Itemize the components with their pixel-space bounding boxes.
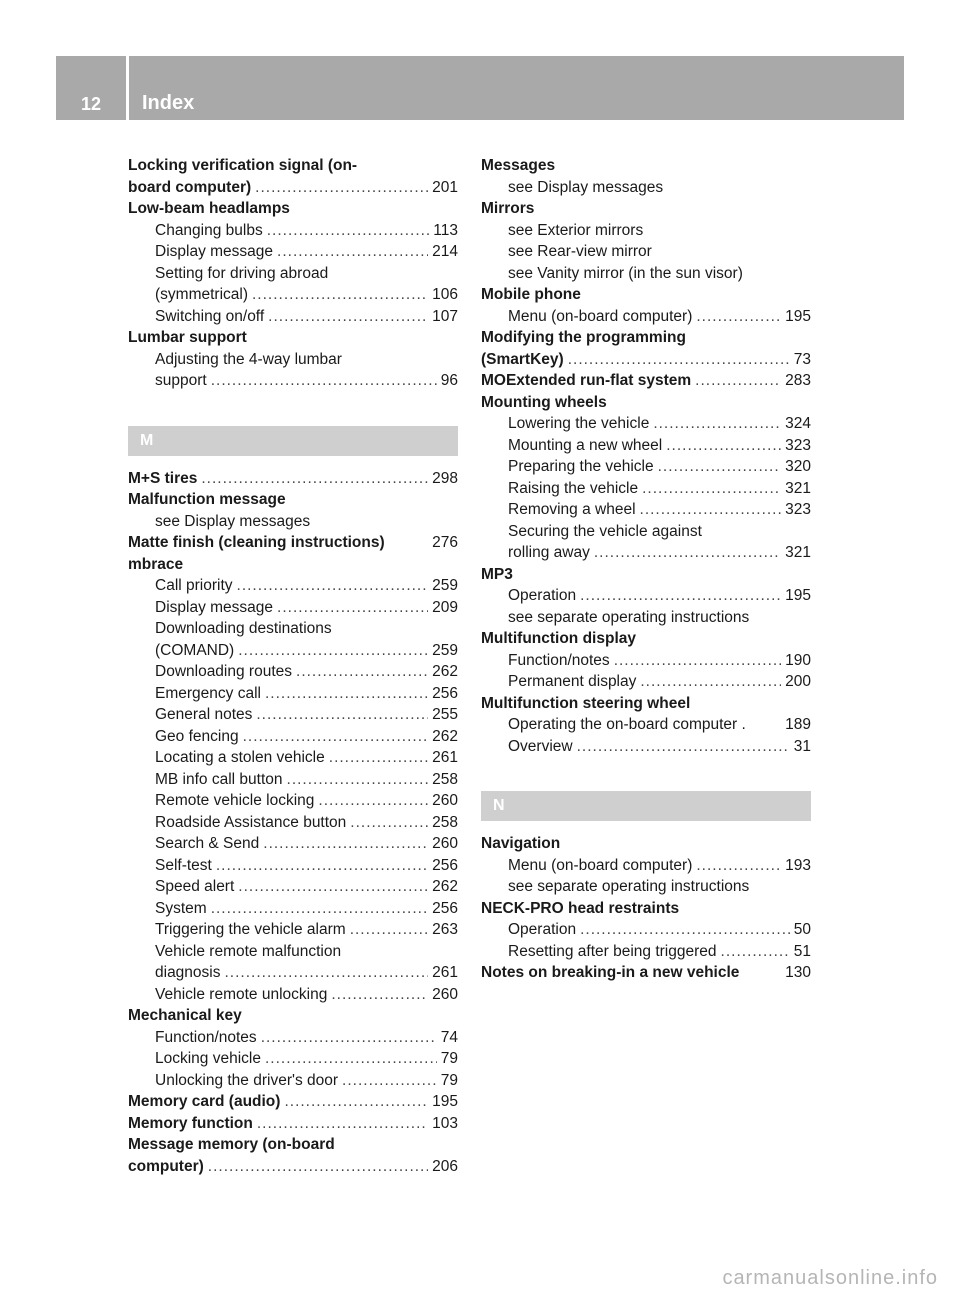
index-subentry — [481, 585, 811, 607]
index-subentry — [128, 769, 458, 791]
index-subentry — [481, 714, 811, 736]
dot-leader — [265, 1048, 437, 1070]
dot-leader — [211, 370, 437, 392]
index-subentry — [128, 640, 458, 662]
entry-label: Locating a stolen vehicle — [155, 749, 325, 766]
entry-page-number: 206 — [432, 1157, 458, 1175]
index-subentry — [128, 855, 458, 877]
entry-label: see Rear-view mirror — [508, 243, 652, 260]
entry-label: Downloading routes — [155, 663, 293, 680]
index-subentry — [481, 478, 811, 500]
dot-leader — [255, 177, 428, 199]
entry-page-number: 260 — [432, 792, 458, 809]
dot-leader — [658, 456, 782, 478]
entry-page-number: 96 — [440, 372, 458, 389]
dot-leader — [666, 435, 781, 457]
entry-label: Call priority — [155, 577, 233, 594]
index-column-left — [128, 155, 458, 1177]
entry-label: Self-test — [155, 856, 212, 874]
index-subentry — [128, 220, 458, 242]
index-subentry — [481, 855, 811, 877]
entry-label: Notes on breaking-in a new vehicle — [481, 964, 740, 981]
index-subentry — [481, 650, 811, 672]
entry-label: Securing the vehicle against — [508, 522, 702, 540]
index-subentry — [128, 618, 458, 640]
index-entry — [481, 155, 811, 177]
index-subentry — [128, 984, 458, 1006]
index-entry — [481, 284, 811, 306]
entry-page-number: 79 — [440, 1071, 458, 1089]
entry-label: Locking vehicle — [155, 1050, 261, 1067]
dot-leader — [216, 855, 428, 877]
dot-leader — [208, 1156, 428, 1178]
index-entry — [481, 327, 811, 349]
index-entry — [128, 1113, 458, 1135]
entry-label: Display message — [155, 598, 274, 616]
entry-label: Speed alert — [155, 878, 235, 895]
entry-label: computer) — [128, 1157, 204, 1175]
index-subentry — [128, 511, 458, 533]
index-subentry — [481, 177, 811, 199]
dot-leader — [594, 542, 781, 564]
entry-page-number: 106 — [432, 286, 458, 303]
entry-page-number: 324 — [785, 415, 811, 432]
index-subentry — [128, 790, 458, 812]
entry-label: Geo fencing — [155, 727, 239, 745]
entry-page-number: 262 — [432, 663, 458, 680]
entry-label: M+S tires — [128, 469, 198, 487]
entry-label: Overview — [508, 737, 573, 755]
index-subentry — [128, 898, 458, 920]
entry-label: see Display messages — [508, 178, 664, 196]
dot-leader — [331, 984, 428, 1006]
dot-leader — [211, 898, 428, 920]
entry-page-number: 193 — [785, 856, 811, 874]
index-subentry — [481, 435, 811, 457]
entry-label: Permanent display — [508, 673, 637, 690]
index-entry — [481, 962, 811, 984]
entry-label: Memory function — [128, 1114, 253, 1132]
index-entry — [128, 468, 458, 490]
dot-leader — [653, 413, 781, 435]
entry-page-number: 256 — [432, 684, 458, 702]
index-subentry — [481, 542, 811, 564]
entry-label: Adjusting the 4-way lumbar — [155, 350, 342, 368]
index-subentry — [128, 349, 458, 371]
index-subentry — [481, 220, 811, 242]
index-subentry — [128, 919, 458, 941]
index-subentry — [128, 575, 458, 597]
dot-leader — [580, 585, 781, 607]
entry-page-number: 79 — [440, 1050, 458, 1067]
dot-leader — [268, 306, 428, 328]
entry-label: Display message — [155, 243, 274, 260]
entry-label: (symmetrical) — [155, 286, 248, 303]
entry-label: diagnosis — [155, 964, 221, 981]
entry-label: Menu (on-board computer) — [508, 856, 693, 874]
dot-leader — [265, 683, 428, 705]
dot-leader — [252, 284, 428, 306]
section-letter-n: N — [481, 791, 811, 821]
entry-page-number: 276 — [432, 534, 458, 551]
dot-leader — [238, 640, 428, 662]
index-subentry — [481, 607, 811, 629]
entry-label: Setting for driving abroad — [155, 264, 329, 282]
entry-label: Resetting after being triggered — [508, 942, 717, 960]
entry-page-number: 189 — [785, 716, 811, 733]
index-subentry — [128, 704, 458, 726]
entry-label: Removing a wheel — [508, 501, 636, 518]
index-subentry — [128, 370, 458, 392]
entry-label: Operating the on-board computer . — [508, 716, 746, 733]
index-subentry — [481, 671, 811, 693]
index-subentry — [128, 1027, 458, 1049]
index-entry — [481, 898, 811, 920]
entry-label: Search & Send — [155, 835, 260, 852]
entry-label: Remote vehicle locking — [155, 792, 315, 809]
index-subentry — [128, 263, 458, 285]
index-entry — [128, 177, 458, 199]
index-subentry — [481, 919, 811, 941]
index-subentry — [128, 876, 458, 898]
index-entry — [128, 532, 458, 554]
dot-leader — [201, 468, 428, 490]
dot-leader — [640, 671, 781, 693]
dot-leader — [277, 597, 428, 619]
entry-page-number: 283 — [785, 372, 811, 389]
entry-label: Triggering the vehicle alarm — [155, 921, 346, 938]
index-subentry — [128, 597, 458, 619]
entry-label: Lumbar support — [128, 329, 247, 346]
entry-label: Downloading destinations — [155, 620, 332, 637]
entries-l-bottom — [128, 468, 458, 1178]
entry-page-number: 321 — [785, 479, 811, 497]
index-subentry — [128, 683, 458, 705]
dot-leader — [261, 1027, 437, 1049]
dot-leader — [721, 941, 790, 963]
dot-leader — [243, 726, 429, 748]
index-subentry — [128, 833, 458, 855]
entry-page-number: 298 — [432, 469, 458, 487]
entry-label: Navigation — [481, 835, 561, 852]
entry-page-number: 263 — [432, 921, 458, 938]
page-number: 12 — [80, 94, 102, 114]
entry-page-number: 195 — [785, 307, 811, 325]
entry-page-number: 107 — [432, 307, 458, 325]
entry-label: Mounting wheels — [481, 393, 607, 411]
entry-label: Operation — [508, 587, 577, 604]
entry-label: Mounting a new wheel — [508, 436, 663, 454]
dot-leader — [696, 306, 781, 328]
entries-l-top — [128, 155, 458, 392]
entry-label: Mobile phone — [481, 286, 581, 303]
index-subentry — [481, 499, 811, 521]
index-entry — [128, 1091, 458, 1113]
dot-leader — [277, 241, 428, 263]
entry-page-number: 201 — [432, 178, 458, 196]
index-subentry — [481, 413, 811, 435]
dot-leader — [284, 1091, 428, 1113]
index-subentry — [481, 941, 811, 963]
index-entry — [481, 628, 811, 650]
entry-page-number: 323 — [785, 501, 811, 518]
index-subentry — [128, 241, 458, 263]
index-entry — [481, 833, 811, 855]
index-subentry — [128, 812, 458, 834]
entry-label: Locking verification signal (on- — [128, 157, 358, 174]
entry-label: see separate operating instructions — [508, 878, 750, 895]
entry-label: Mechanical key — [128, 1007, 242, 1024]
entry-label: Mirrors — [481, 200, 535, 217]
entry-label: General notes — [155, 706, 253, 723]
index-subentry — [128, 306, 458, 328]
entry-page-number: 255 — [432, 706, 458, 723]
entry-label: Messages — [481, 157, 556, 174]
index-entry — [128, 1134, 458, 1156]
entry-label: Vehicle remote malfunction — [155, 942, 342, 960]
entry-page-number: 259 — [432, 577, 458, 594]
dot-leader — [237, 575, 429, 597]
entry-page-number: 50 — [793, 921, 811, 938]
entry-page-number: 103 — [432, 1114, 458, 1132]
entry-label: board computer) — [128, 178, 252, 196]
entry-label: (SmartKey) — [481, 350, 564, 368]
entry-label: NECK-PRO head restraints — [481, 899, 680, 917]
index-subentry — [481, 456, 811, 478]
entry-page-number: 113 — [433, 221, 458, 239]
entry-page-number: 323 — [785, 436, 811, 454]
dot-leader — [577, 736, 790, 758]
index-entry — [128, 1156, 458, 1178]
entry-page-number: 51 — [793, 942, 811, 960]
entry-label: see Display messages — [155, 512, 311, 530]
index-subentry — [128, 1048, 458, 1070]
entry-page-number: 74 — [440, 1028, 458, 1046]
index-entry — [481, 198, 811, 220]
entry-page-number: 260 — [432, 835, 458, 852]
index-subentry — [481, 736, 811, 758]
entry-label: MP3 — [481, 565, 513, 583]
watermark: carmanualsonline.info — [722, 1267, 938, 1289]
index-subentry — [128, 284, 458, 306]
entry-label: Function/notes — [155, 1028, 257, 1046]
dot-leader — [614, 650, 781, 672]
index-subentry — [481, 263, 811, 285]
entry-page-number: 321 — [785, 544, 811, 561]
section-letter-m: M — [128, 426, 458, 456]
index-entry — [128, 327, 458, 349]
index-subentry — [128, 941, 458, 963]
entry-label: Message memory (on-board — [128, 1136, 335, 1153]
entry-page-number: 256 — [432, 856, 458, 874]
index-entry — [128, 489, 458, 511]
entry-page-number: 259 — [432, 641, 458, 659]
index-subentry — [481, 521, 811, 543]
entries-r-bottom — [481, 833, 811, 984]
entry-label: Roadside Assistance button — [155, 813, 347, 831]
dot-leader — [267, 220, 430, 242]
entry-page-number: 320 — [785, 458, 811, 475]
dot-leader — [350, 812, 428, 834]
entry-label: rolling away — [508, 544, 590, 561]
dot-leader — [329, 747, 428, 769]
entry-page-number: 214 — [432, 243, 458, 260]
entry-label: Unlocking the driver's door — [155, 1071, 339, 1089]
dot-leader — [256, 704, 428, 726]
page-title: Index — [142, 92, 195, 114]
entry-label: Vehicle remote unlocking — [155, 985, 328, 1003]
dot-leader — [342, 1070, 437, 1092]
index-subentry — [128, 661, 458, 683]
page-header — [56, 56, 904, 120]
entry-label: Changing bulbs — [155, 221, 263, 239]
dot-leader — [263, 833, 428, 855]
entry-label: Emergency call — [155, 684, 261, 702]
dot-leader — [287, 769, 429, 791]
entry-page-number: 258 — [432, 770, 458, 788]
dot-leader — [640, 499, 782, 521]
index-entry — [481, 392, 811, 414]
entry-page-number: 262 — [432, 878, 458, 895]
index-subentry — [481, 306, 811, 328]
entry-label: Multifunction steering wheel — [481, 694, 691, 712]
entry-label: (COMAND) — [155, 641, 235, 659]
entry-label: MB info call button — [155, 770, 283, 788]
entry-page-number: 209 — [432, 598, 458, 616]
entry-label: System — [155, 899, 207, 917]
dot-leader — [238, 876, 428, 898]
entry-label: Menu (on-board computer) — [508, 307, 693, 325]
dot-leader — [642, 478, 781, 500]
entry-label: see Vanity mirror (in the sun visor) — [508, 264, 743, 282]
entry-label: Malfunction message — [128, 491, 286, 508]
entry-page-number: 195 — [432, 1093, 458, 1110]
entry-label: see separate operating instructions — [508, 608, 750, 626]
entry-page-number: 200 — [785, 673, 811, 690]
dot-leader — [696, 855, 781, 877]
index-subentry — [128, 1070, 458, 1092]
entry-label: Memory card (audio) — [128, 1093, 281, 1110]
index-entry — [128, 1005, 458, 1027]
entry-label: Raising the vehicle — [508, 479, 639, 497]
entry-page-number: 261 — [432, 749, 458, 766]
index-entry — [481, 564, 811, 586]
entry-label: support — [155, 372, 207, 389]
dot-leader — [296, 661, 428, 683]
index-entry — [128, 554, 458, 576]
index-entry — [481, 693, 811, 715]
entry-page-number: 31 — [793, 737, 811, 755]
entry-page-number: 73 — [793, 350, 811, 368]
dot-leader — [580, 919, 790, 941]
entry-label: Multifunction display — [481, 630, 636, 647]
index-subentry — [481, 876, 811, 898]
entry-label: mbrace — [128, 555, 184, 573]
dot-leader — [350, 919, 428, 941]
entry-label: Operation — [508, 921, 577, 938]
entry-page-number: 258 — [432, 813, 458, 831]
index-subentry — [128, 747, 458, 769]
entry-page-number: 195 — [785, 587, 811, 604]
index-subentry — [128, 962, 458, 984]
entry-label: MOExtended run-flat system — [481, 372, 692, 389]
entry-label: see Exterior mirrors — [508, 221, 644, 239]
entry-label: Switching on/off — [155, 307, 265, 325]
entry-label: Matte finish (cleaning instructions) — [128, 534, 385, 551]
dot-leader — [568, 349, 790, 371]
dot-leader — [257, 1113, 428, 1135]
dot-leader — [318, 790, 428, 812]
dot-leader — [225, 962, 429, 984]
entry-page-number: 190 — [785, 651, 811, 669]
index-entry — [481, 370, 811, 392]
index-entry — [128, 155, 458, 177]
entry-label: Low-beam headlamps — [128, 200, 290, 217]
entry-label: Function/notes — [508, 651, 610, 669]
index-entry — [481, 349, 811, 371]
index-entry — [128, 198, 458, 220]
header-divider — [126, 56, 129, 120]
index-subentry — [128, 726, 458, 748]
entry-page-number: 262 — [432, 727, 458, 745]
entry-page-number: 260 — [432, 985, 458, 1003]
entry-page-number: 261 — [432, 964, 458, 981]
index-subentry — [481, 241, 811, 263]
dot-leader — [695, 370, 781, 392]
entry-label: Preparing the vehicle — [508, 458, 654, 475]
entry-label: Lowering the vehicle — [508, 415, 650, 432]
entry-label: Modifying the programming — [481, 329, 686, 346]
entries-r-top — [481, 155, 811, 757]
index-column-right — [481, 155, 811, 984]
entry-page-number: 130 — [785, 964, 811, 981]
entry-page-number: 256 — [432, 899, 458, 917]
